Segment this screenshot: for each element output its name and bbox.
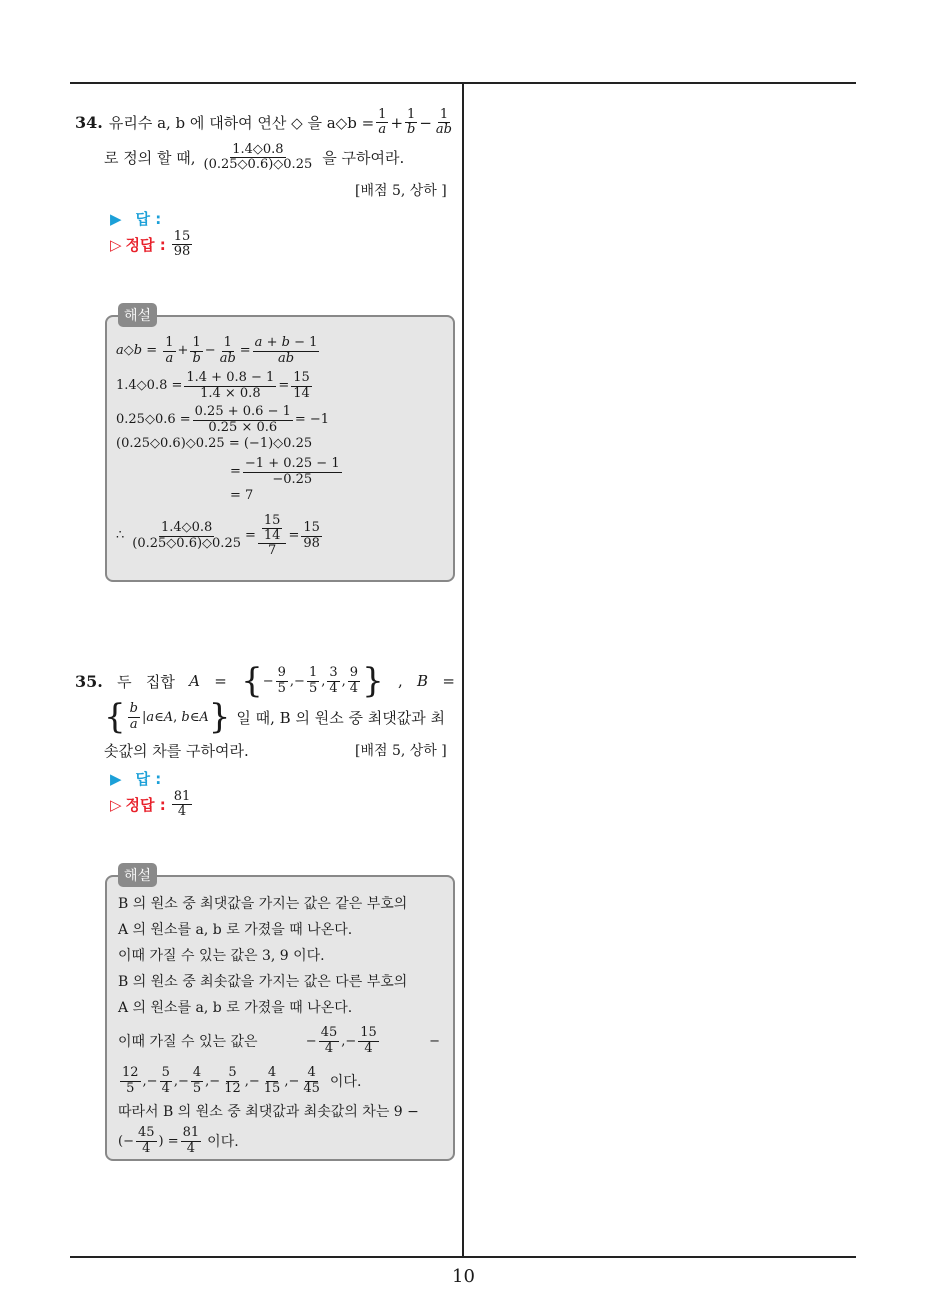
q34-frac-1ab: $\frac{1}{ab}$: [435, 107, 452, 138]
q35-score: [배점 5, 상하 ]: [355, 743, 447, 759]
q35-answer-row: [110, 768, 161, 789]
play-icon: ▶: [110, 209, 122, 228]
q35-number: 35.: [75, 671, 103, 691]
q34-stem-pre: 로 정의 할 때,: [104, 149, 196, 168]
q35-sol-line-2: A 의 원소를 a, b 로 가졌을 때 나온다.: [118, 922, 353, 938]
q34-stem-text: 유리수 a, b 에 대하여 연산 ◇ 을 a◇b =: [108, 114, 375, 133]
q34-stem-line2: [104, 143, 404, 173]
q35-answer-label: 답 :: [135, 770, 162, 788]
q35-sol-line-5: A 의 원소를 a, b 로 가졌을 때 나온다.: [118, 1000, 353, 1016]
page-number: 10: [452, 1266, 475, 1287]
q34-score: [배점 5, 상하 ]: [355, 183, 447, 199]
q35-correct-label: 정답 :: [125, 796, 166, 815]
q35-solution-text: B 의 원소 중 최댓값을 가지는 값은 같은 부호의 A 의 원소를 a, b 로 가졌을 때 나온다. 이때 가질 수 있는 값은 3, 9 이다. B 의 원소 중 최솟값을 가지는 값은 다른 부호의 A 의 원소를 a, b 로 가졌을 때 나온다. 이때 가질 수 있는 값은 − $\frac{45}{4}$ ,− $\frac{15}{4}$ − $\frac{12}{5}$ ,− $\frac{5}{4}$ ,− $\frac{4}{5}$ ,− $\frac{5}{12}$ ,− $\frac{4}{15}$ ,− $\frac{4}{45}$ 이다. 따라서 B 의 원소 중 최댓값과 최솟값의 차는 9 − (− $\frac{45}{4}$ ) = $\frac{81}{4}$ 이다.: [118, 893, 440, 1161]
q35-sol-line-6: 이때 가질 수 있는 값은: [118, 1034, 258, 1050]
q34-solution-math: a ◇ b = $\frac{1}{a}$ + $\frac{1}{b}$ − $\frac{1}{ab}$ = $\frac{a + b - 1}{ab}$ 1.4◇0.8 = $\frac{1.4 + 0.8 - 1}{1.4 \times 0.8}$ = $\frac{15}{14}$ 0.25◇0.6 = $\frac{0.25 + 0.6 - 1}{0.25 \times 0.6}$ = −1 (0.25◇0.6)◇0.25 = (−1)◇0.25 = $\frac{-1 + 0.25 - 1}{-0.25}$ = 7 ∴ $\frac{1.4◇0.8}{(0.25◇0.6)◇0.25}$ = $\frac{\frac{15}{14}}{7}$ = $\frac{15}{98}$: [116, 335, 340, 559]
q34-number: 34.: [75, 113, 103, 133]
q34-correct-label: 정답 :: [125, 236, 166, 255]
q34-solution-tag: 해설: [118, 303, 157, 327]
q34-frac-1a: $\frac{1}{a}$: [378, 107, 387, 138]
q35-stem-line1: 35. 두 집합 A = { − $\frac{9}{5}$ ,− $\frac{1}{5}$ , $\frac{3}{4}$ , $\frac{9}{4}$ } , B =: [75, 661, 455, 701]
q34-answer-row: [110, 208, 161, 229]
q35-solution-tag: 해설: [118, 863, 157, 887]
column-divider: [462, 82, 464, 1258]
q35-sol-line-8: 따라서 B 의 원소 중 최댓값과 최솟값의 차는 9 −: [118, 1104, 419, 1120]
q34-correct-row: [110, 230, 194, 260]
play-icon: ▶: [110, 769, 122, 788]
play-outline-icon: ▷: [110, 235, 122, 254]
q34-stem-line1: 34. 유리수 a, b 에 대하여 연산 ◇ 을 a◇b = $\frac{1}{a}$ + $\frac{1}{b}$ − $\frac{1}{ab}$: [75, 107, 452, 138]
q35-sol-line-9-end: 이다.: [207, 1134, 239, 1150]
play-outline-icon: ▷: [110, 795, 122, 814]
q35-sol-line-3: 이때 가질 수 있는 값은 3, 9 이다.: [118, 948, 325, 964]
q34-question-fraction: $\frac{1.4◇0.8}{(0.25◇0.6)◇0.25}$: [203, 142, 313, 173]
q35-correct-row: [110, 790, 194, 820]
bottom-rule: [70, 1256, 856, 1258]
q35-stem-line3: 솟값의 차를 구하여라.: [104, 742, 249, 760]
q35-stem-line2-text: 일 때, B 의 원소 중 최댓값과 최: [236, 708, 445, 727]
q35-sol-line-4: B 의 원소 중 최솟값을 가지는 값은 다른 부호의: [118, 974, 408, 990]
q35-sol-line-1: B 의 원소 중 최댓값을 가지는 값은 같은 부호의: [118, 896, 408, 912]
q34-stem-post: 을 구하여라.: [322, 149, 405, 168]
q35-correct-value: $\frac{81}{4}$: [173, 789, 191, 820]
q34-answer-label: 답 :: [135, 210, 162, 228]
q35-stem-line2: { $\frac{b}{a}$ | a ∈ A , b ∈ A } 일 때, B 의 원소 중 최댓값과 최: [104, 697, 445, 737]
q34-frac-1b: $\frac{1}{b}$: [407, 107, 416, 138]
q34-correct-value: $\frac{15}{98}$: [173, 229, 191, 260]
